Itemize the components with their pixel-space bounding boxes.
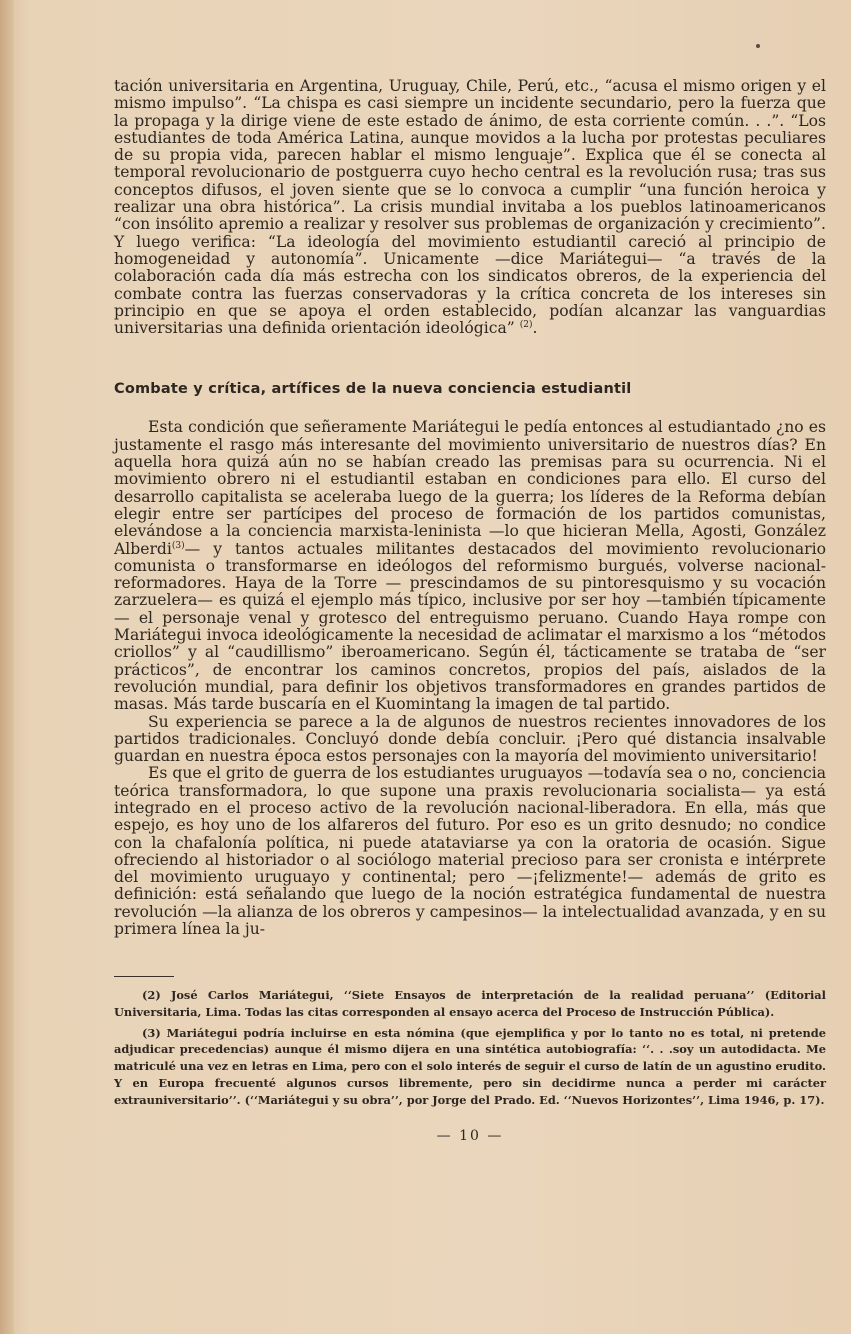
paragraph-opening-text: tación universitaria en Argentina, Uruguay, Chile, Perú, etc., “acusa el mismo origen y el mismo impulso”. “La chispa es casi siempre un incidente secundario, pero la fuerza que la propaga y la dirige viene de este estado de ánimo, de esta corriente común. . .”. “Los estudiantes de toda América Latina, aunque movidos a la lucha por protestas peculiares de su propia vida, parecen hablar el mismo lenguaje”. Explica que él se conecta al temporal revolucionario de postguerra cuyo hecho central es la revolución rusa; tras sus conceptos difusos, el joven siente que se lo convoca a cumplir “una función heroica y realizar una obra histórica”. La crisis mundial invitaba a los pueblos latinoamericanos “con insólito apremio a realizar y resolver sus problemas de organización y crecimiento”. Y luego verifica: “La ideología del movimiento estudiantil careció al principio de homogeneidad y autonomía”. Unicamente —dice Mariátegui— “a través de la colaboración cada día más estrecha con los sindicatos obreros, de la experiencia del combate contra las fuerzas conservadoras y la crítica concreta de los intereses sin principio en que se apoya el orden establecido, podían alcanzar las vanguardias universitarias una definida orientación ideológica” (114, 77, 826, 338)
footnote-divider (114, 976, 174, 977)
paragraph-opening: tación universitaria en Argentina, Uruguay, Chile, Perú, etc., “acusa el mismo origen y el mismo impulso”. “La chispa es casi siempre un incidente secundario, pero la fuerza que la propaga y la dirige viene de este estado de ánimo, de esta corriente común. . .”. “Los estudiantes de toda América Latina, aunque movidos a la lucha por protestas peculiares de su propia vida, parecen hablar el mismo lenguaje”. Explica que él se conecta al temporal revolucionario de postguerra cuyo hecho central es la revolución rusa; tras sus conceptos difusos, el joven siente que se lo convoca a cumplir “una función heroica y realizar una obra histórica”. La crisis mundial invitaba a los pueblos latinoamericanos “con insólito apremio a realizar y resolver sus problemas de organización y crecimiento”. Y luego verifica: “La ideología del movimiento estudiantil careció al principio de homogeneidad y autonomía”. Unicamente —dice Mariátegui— “a través de la colaboración cada día más estrecha con los sindicatos obreros, de la experiencia del combate contra las fuerzas conservadoras y la crítica concreta de los intereses sin principio en que se apoya el orden establecido, podían alcanzar las vanguardias universitarias una definida orientación ideológica” $^{(2)}$. (114, 77, 826, 338)
paragraph-condition-text-a: Esta condición que señeramente Mariátegui le pedía entonces al estudiantado ¿no es justamente el rasgo más interesante del movimiento universitario de nuestros días? En aquella hora quizá aún no se habían creado las premisas para su ocurrencia. Ni el movimiento obrero ni el estudiantil estaban en condiciones para ello. El curso del desarrollo capitalista se aceleraba luego de la guerra; los líderes de la Reforma debían elegir entre ser partícipes del proceso de formación de los partidos comunistas, elevándose a la conciencia marxista-leninista —lo que hicieran Mella, Agosti, González Alberdi (114, 418, 826, 558)
footnote-ref-2: (2) (519, 319, 533, 330)
page-content (114, 78, 826, 1144)
paragraph-experience: Su experiencia se parece a la de algunos de nuestros recientes innovadores de los partidos tradicionales. Concluyó donde debía concluir. ¡Pero qué distancia insalvable guardan en nuestra época estos personajes con la mayoría del movimiento universitario! (114, 712, 826, 766)
footnote-ref-3: (3) (171, 540, 185, 551)
paragraph-war-cry: Es que el grito de guerra de los estudiantes uruguayos —todavía sea o no, conciencia teórica transformadora, lo que supone una praxis revolucionaria socialista— ya está integrado en el proceso activo de la revolución nacional-liberadora. En ella, más que espejo, es hoy uno de los alfareros del futuro. Por eso es un grito desnudo; no condice con la chafalonía política, ni puede atataviarse ya con la oratoria de ocasión. Sigue ofreciendo al historiador o al sociólogo material precioso para ser cronista e intérprete del movimiento uruguayo y continental; pero —¡felizmente!— además de grito es definición: está señalando que luego de la noción estratégica fundamental de nuestra revolución —la alianza de los obreros y campesinos— la intelectualidad avanzada, y en su primera línea la ju- (114, 764, 826, 939)
page-number: — 10 — (436, 1128, 504, 1145)
page-edge-shadow (0, 0, 14, 1334)
paragraph-condition-text-b: — y tantos actuales militantes destacados del movimiento revolucionario comunista o transformarse en ideólogos del reformismo burgués, volverse nacional-reformadores. Haya de la Torre — prescindamos de su pintoresquismo y su vocación zarzuelera— es quizá el ejemplo más típico, inclusive por ser hoy —también típicamente— el personaje venal y grotesco del entreguismo peruano. Cuando Haya rompe con Mariátegui invoca ideológicamente la necesidad de aclimatar el marxismo a los “métodos criollos” y al “caudillismo” iberoamericano. Según él, tácticamente se trataba de “ser prácticos”, de encontrar los caminos concretos, propios del país, aislados de la revolución mundial, para definir los objetivos transformadores en grandes partidos de masas. Más tarde buscaría en el Kuomintang la imagen de tal partido. (114, 539, 826, 714)
footnote-2: (2) José Carlos Mariátegui, ‘‘Siete Ensayos de interpretación de la realidad peruana’’ (Editorial Universitaria, Lima. Todas las citas corresponden al ensayo acerca del Proceso de Instrucción Pública). (114, 988, 826, 1020)
ink-speck (756, 44, 760, 48)
footnote-3: (3) Mariátegui podría incluirse en esta nómina (que ejemplifica y por lo tanto no es total, ni pretende adjudicar precedencias) aunque él mismo dijera en una sintética autobiografía: ‘‘. . .soy un autodidacta. Me matriculé una vez en letras en Lima, pero con el solo interés de seguir el curso de latín de un agustino erudito. Y en Europa frecuenté algunos cursos libremente, pero sin decidirme nunca a perder mi carácter extrauniversitario’’. (‘‘Mariátegui y su obra’’, por Jorge del Prado. Ed. ‘‘Nuevos Horizontes’’, Lima 1946, p. 17). (114, 1025, 826, 1107)
paragraph-condition (114, 419, 826, 713)
section-heading: Combate y crítica, artífices de la nueva conciencia estudiantil (114, 381, 632, 398)
